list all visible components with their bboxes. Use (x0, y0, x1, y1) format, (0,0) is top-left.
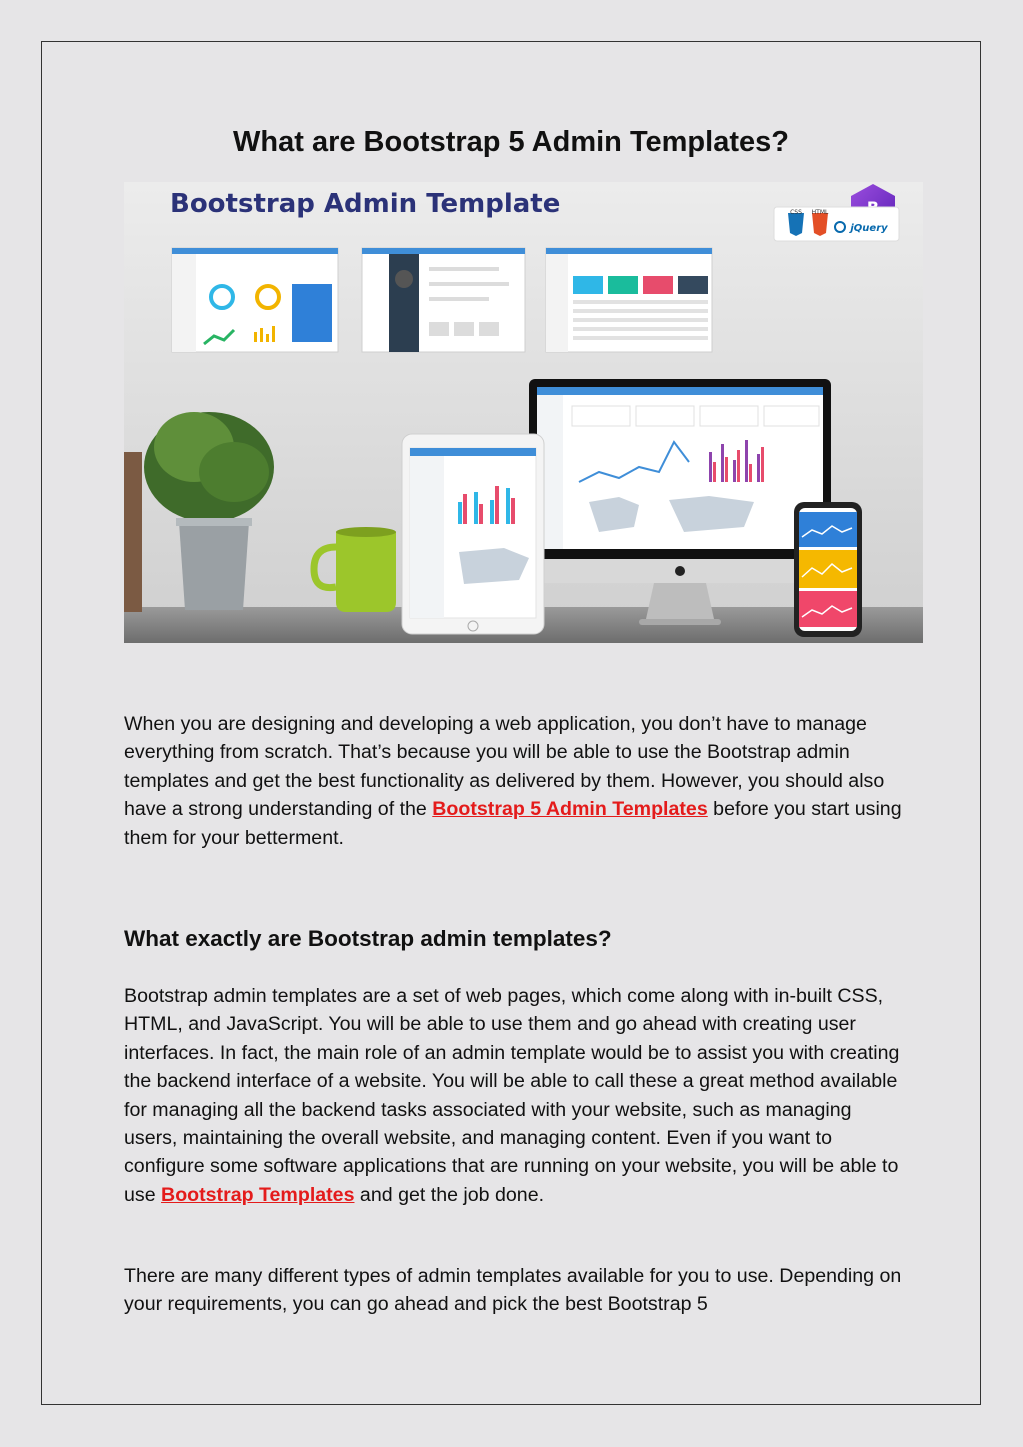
last-paragraph: There are many different types of admin templates available for you to use. Depending on your requirements, you can go ahead and pick the best Bootstrap 5 (124, 1265, 902, 1316)
banner-title: Bootstrap Admin Template (170, 189, 561, 219)
bootstrap-templates-link[interactable]: Bootstrap Templates (161, 1183, 355, 1206)
svg-text:jQuery: jQuery (850, 223, 888, 234)
phone-icon (794, 502, 862, 637)
page-title: What are Bootstrap 5 Admin Templates? (233, 126, 789, 158)
svg-text:CSS: CSS (790, 209, 802, 216)
wall-frame-1 (172, 248, 338, 352)
wall-frame-3 (546, 248, 712, 352)
tablet-icon (402, 434, 544, 634)
wall-frame-2 (362, 248, 525, 352)
section-heading: What exactly are Bootstrap admin templates? (124, 926, 612, 951)
bootstrap-5-admin-templates-link[interactable]: Bootstrap 5 Admin Templates (432, 798, 708, 821)
document-page (41, 41, 981, 1405)
intro-paragraph: When you are designing and developing a web application, you don’t have to manage everything from scratch. That’s because you will be able to use the Bootstrap admin templates and get the best functionality as delivered by them. However, you should also have a strong understanding of the Bootstrap 5 Admin Templates before you start using them for your betterment. (124, 713, 902, 849)
svg-text:HTML: HTML (811, 209, 829, 216)
section-paragraph: Bootstrap admin templates are a set of web pages, which come along with in-built CSS, HTML, and JavaScript. You will be able to use them and go ahead with creating user interfaces. In fact, the main role of an admin template would be to assist you with creating the backend interface of a website. You will be able to call these a great method available for managing all the backend tasks associated with your website, such as managing users, maintaining the overall website, and managing content. Even if you want to configure some software applications that are running on your website, you will be able to use Bootstrap Templates and get the job done. (124, 985, 900, 1206)
hero-image (124, 182, 923, 643)
